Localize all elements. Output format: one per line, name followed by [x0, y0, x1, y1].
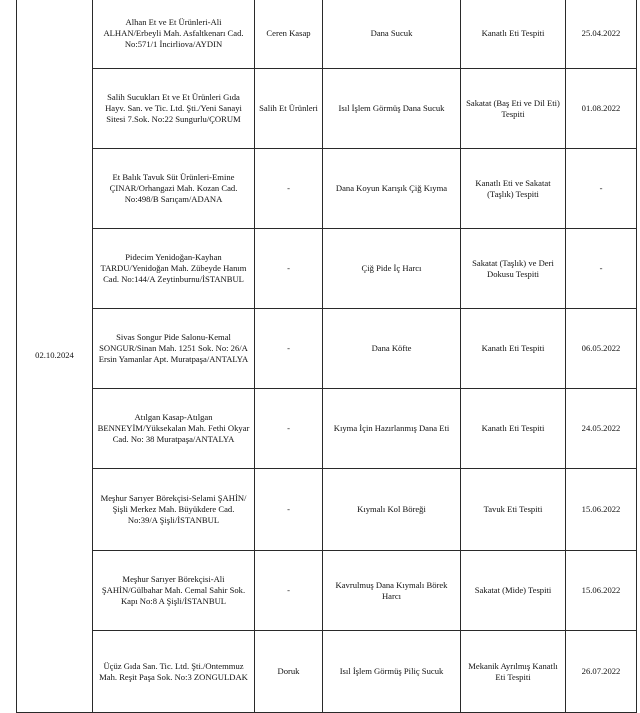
finding-cell: Kanatlı Eti Tespiti: [461, 0, 566, 69]
product-cell: Çiğ Pide İç Harcı: [323, 229, 461, 309]
finding-cell: Kanatlı Eti ve Sakatat (Taşlık) Tespiti: [461, 149, 566, 229]
firm-cell: Meşhur Sarıyer Börekçisi-Selami ŞAHİN/Şişli Merkez Mah. Büyükdere Cad. No:39/A Şişli/İSTANBUL: [93, 469, 255, 551]
table-row: [17, 69, 637, 149]
finding-cell: Sakatat (Taşlık) ve Deri Dokusu Tespiti: [461, 229, 566, 309]
brand-cell: -: [255, 149, 323, 229]
finding-cell: Kanatlı Eti Tespiti: [461, 389, 566, 469]
firm-cell: Pidecim Yenidoğan-Kayhan TARDU/Yenidoğan Mah. Zübeyde Hanım Cad. No:144/A Zeytinburnu/İSTANBUL: [93, 229, 255, 309]
table-row: [17, 0, 637, 69]
date-cell: -: [566, 149, 637, 229]
table-row: [17, 309, 637, 389]
firm-cell: Üçüz Gıda San. Tic. Ltd. Şti./Ontemmuz Mah. Reşit Paşa Sok. No:3 ZONGULDAK: [93, 631, 255, 713]
brand-cell: -: [255, 551, 323, 631]
date-cell: 15.06.2022: [566, 551, 637, 631]
finding-cell: Tavuk Eti Tespiti: [461, 469, 566, 551]
table-row: [17, 551, 637, 631]
announcement-date: 02.10.2024: [35, 350, 74, 360]
date-cell: 25.04.2022: [566, 0, 637, 69]
firm-cell: Alhan Et ve Et Ürünleri-Ali ALHAN/Erbeyli Mah. Asfaltkenarı Cad. No:571/1 İncirliova/AYDIN: [93, 0, 255, 69]
firm-cell: Meşhur Sarıyer Börekçisi-Ali ŞAHİN/Gülbahar Mah. Cemal Sahir Sok. Kapı No:8 A Şişli/İSTANBUL: [93, 551, 255, 631]
date-cell: 26.07.2022: [566, 631, 637, 713]
firm-cell: Et Balık Tavuk Süt Ürünleri-Emine ÇINAR/Orhangazi Mah. Kozan Cad. No:498/B Sarıçam/ADANA: [93, 149, 255, 229]
product-cell: Isıl İşlem Görmüş Piliç Sucuk: [323, 631, 461, 713]
brand-cell: Doruk: [255, 631, 323, 713]
violations-table: [16, 0, 637, 713]
finding-cell: Mekanik Ayrılmış Kanatlı Eti Tespiti: [461, 631, 566, 713]
brand-cell: -: [255, 389, 323, 469]
table-row: [17, 389, 637, 469]
firm-cell: Salih Sucukları Et ve Et Ürünleri Gıda Hayv. San. ve Tic. Ltd. Şti./Yeni Sanayi Sitesi 7.Sok. No:22 Sungurlu/ÇORUM: [93, 69, 255, 149]
brand-cell: Ceren Kasap: [255, 0, 323, 69]
brand-cell: -: [255, 469, 323, 551]
finding-cell: Sakatat (Mide) Tespiti: [461, 551, 566, 631]
table-row: [17, 229, 637, 309]
brand-cell: -: [255, 229, 323, 309]
product-cell: Isıl İşlem Görmüş Dana Sucuk: [323, 69, 461, 149]
product-cell: Dana Sucuk: [323, 0, 461, 69]
firm-cell: Atılgan Kasap-Atılgan BENNEYİM/Yüksekalan Mah. Fethi Okyar Cad. No: 38 Muratpaşa/ANTALYA: [93, 389, 255, 469]
firm-cell: Sivas Songur Pide Salonu-Kemal SONGUR/Sinan Mah. 1251 Sok. No: 26/A Ersin Yamanlar Apt. Muratpaşa/ANTALYA: [93, 309, 255, 389]
finding-cell: Sakatat (Baş Eti ve Dil Eti) Tespiti: [461, 69, 566, 149]
date-cell: 24.05.2022: [566, 389, 637, 469]
date-cell: 15.06.2022: [566, 469, 637, 551]
brand-cell: -: [255, 309, 323, 389]
product-cell: Kavrulmuş Dana Kıymalı Börek Harcı: [323, 551, 461, 631]
product-cell: Kıyma İçin Hazırlanmış Dana Eti: [323, 389, 461, 469]
table-row: [17, 469, 637, 551]
date-cell: -: [566, 229, 637, 309]
table-row: [17, 631, 637, 713]
product-cell: Dana Koyun Karışık Çiğ Kıyma: [323, 149, 461, 229]
product-cell: Dana Köfte: [323, 309, 461, 389]
date-cell: 06.05.2022: [566, 309, 637, 389]
date-cell: 01.08.2022: [566, 69, 637, 149]
table-row: [17, 149, 637, 229]
announcement-date-cell: [17, 0, 93, 713]
product-cell: Kıymalı Kol Böreği: [323, 469, 461, 551]
finding-cell: Kanatlı Eti Tespiti: [461, 309, 566, 389]
brand-cell: Salih Et Ürünleri: [255, 69, 323, 149]
